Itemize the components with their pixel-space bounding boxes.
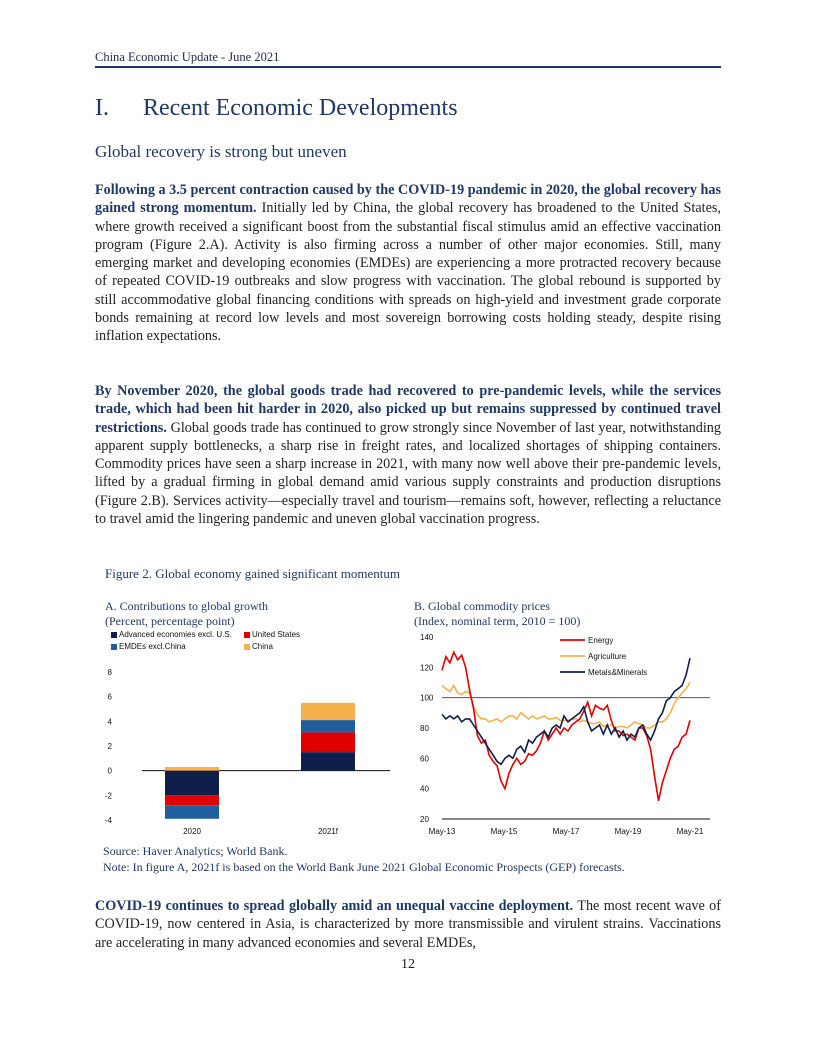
legend-item-us (244, 630, 300, 639)
series-line (442, 658, 690, 764)
panel-a-title: A. Contributions to global growth (105, 599, 268, 613)
paragraph-2 (95, 382, 721, 528)
paragraph-3-body: The most recent wave of COVID-19, now centered in Asia, is characterized by more transmissible and virulent strains. Vaccinations are accelerating in many advanced economies and several EMDEs, (95, 898, 722, 951)
legend-label: Metals&Minerals (588, 668, 648, 677)
y-tick-label: 80 (420, 724, 429, 733)
bar-segment (301, 732, 355, 752)
panel-a-chart (100, 655, 400, 840)
bar-segment (165, 771, 219, 796)
figure-source: Source: Haver Analytics; World Bank. (103, 844, 288, 858)
y-tick-label: 2 (107, 742, 112, 751)
panel-b-subtitle: (Index, nominal term, 2010 = 100) (414, 614, 581, 628)
y-tick-label: 40 (420, 784, 429, 794)
running-header: China Economic Update - June 2021 (95, 50, 721, 68)
bar-segment (165, 795, 219, 805)
legend-swatch (111, 644, 117, 650)
y-tick-label: 6 (107, 692, 112, 702)
bar-segment (301, 703, 355, 720)
page-number: 12 (401, 957, 415, 972)
y-tick-label: 8 (107, 668, 112, 677)
y-tick-label: 4 (107, 717, 112, 727)
paragraph-1-lead: Following a 3.5 percent contraction caused by the COVID-19 pandemic in 2020, the global recovery has gained strong momentum. (95, 182, 721, 217)
paragraph-2-body: Global goods trade has continued to grow strongly since November of last year, notwithstanding apparent supply bottlenecks, a sharp rise in freight rates, and localized shortages of shipping containers. Commodity prices have seen a sharp increase in 2021, with many now well above their pre-pandemic levels, lifted by a gradual firming in global demand amid various supply constraints and production disruptions (Figure 2.B). Services activity—especially travel and tourism—remains soft, however, reflecting a reluctance to travel amid the lingering pandemic and uneven global vaccination progress. (95, 419, 721, 528)
bar-segment (301, 752, 355, 771)
bar-segment (165, 805, 219, 819)
panel-b-title: B. Global commodity prices (414, 599, 550, 613)
x-tick-label: May-15 (490, 827, 518, 836)
subheading: Global recovery is strong but uneven (95, 142, 347, 161)
legend-label: EMDEs excl.China (119, 642, 186, 651)
figure-notes (103, 843, 625, 875)
panel-a-legend (111, 630, 341, 654)
section-number: I. (95, 95, 109, 121)
legend-item-adv (111, 630, 232, 639)
paragraph-2-lead: By November 2020, the global goods trade had recovered to pre-pandemic levels, while the services trade, which had been hit harder in 2020, also picked up but remains suppressed by continued travel restrictions. (95, 383, 721, 436)
y-tick-label: 120 (420, 663, 434, 673)
legend-swatch (111, 632, 117, 638)
x-tick-label: May-13 (428, 827, 456, 836)
figure-note: Note: In figure A, 2021f is based on the World Bank June 2021 Global Economic Prospects (GEP) forecasts. (103, 860, 625, 874)
bar-segment (301, 720, 355, 732)
y-tick-label: -4 (104, 816, 112, 825)
section-title: Recent Economic Developments (143, 95, 458, 121)
panel-a-subtitle: (Percent, percentage point) (105, 614, 235, 628)
legend-item-china (244, 642, 273, 651)
paragraph-3-lead: COVID-19 continues to spread globally amid an unequal vaccine deployment. (95, 898, 574, 914)
bar-segment (165, 767, 219, 771)
section-heading (95, 95, 458, 122)
x-tick-label: 2021f (317, 827, 339, 836)
x-tick-label: May-21 (676, 827, 704, 836)
paragraph-1 (95, 181, 721, 346)
x-tick-label: 2020 (183, 827, 201, 836)
legend-item-emde (111, 642, 186, 651)
x-tick-label: May-17 (552, 827, 580, 836)
panel-b-chart (410, 628, 720, 840)
y-tick-label: 20 (420, 815, 429, 824)
y-tick-label: 140 (420, 633, 434, 642)
legend-label: United States (252, 630, 301, 639)
y-tick-label: 0 (107, 766, 112, 776)
legend-label: China (252, 642, 273, 651)
legend-label: Agriculture (588, 652, 627, 661)
legend-swatch (244, 632, 250, 638)
x-tick-label: May-19 (614, 827, 642, 836)
y-tick-label: 60 (420, 754, 429, 764)
legend-label: Energy (588, 636, 614, 645)
legend-swatch (244, 644, 250, 650)
legend-label: Advanced economies excl. U.S. (119, 630, 232, 639)
figure-title: Figure 2. Global economy gained significant momentum (105, 566, 400, 581)
paragraph-3 (95, 897, 721, 952)
y-tick-label: -2 (104, 791, 112, 801)
paragraph-1-body: Initially led by China, the global recovery has broadened to the United States, where growth received a significant boost from the substantial fiscal stimulus amid an effective vaccination program (Figure 2.A). Activity is also firming across a number of other major economies. Still, many emerging market and developing economies (EMDEs) are experiencing a more protracted recovery because of repeated COVID-19 outbreaks and slow progress with vaccination. The global rebound is supported by still accommodative global financing conditions with spreads on high-yield and investment grade corporate bonds remaining at record low levels and most sovereign borrowing costs holding steady, despite rising inflation expectations. (95, 200, 721, 345)
y-tick-label: 100 (420, 693, 434, 703)
series-line (442, 683, 690, 729)
